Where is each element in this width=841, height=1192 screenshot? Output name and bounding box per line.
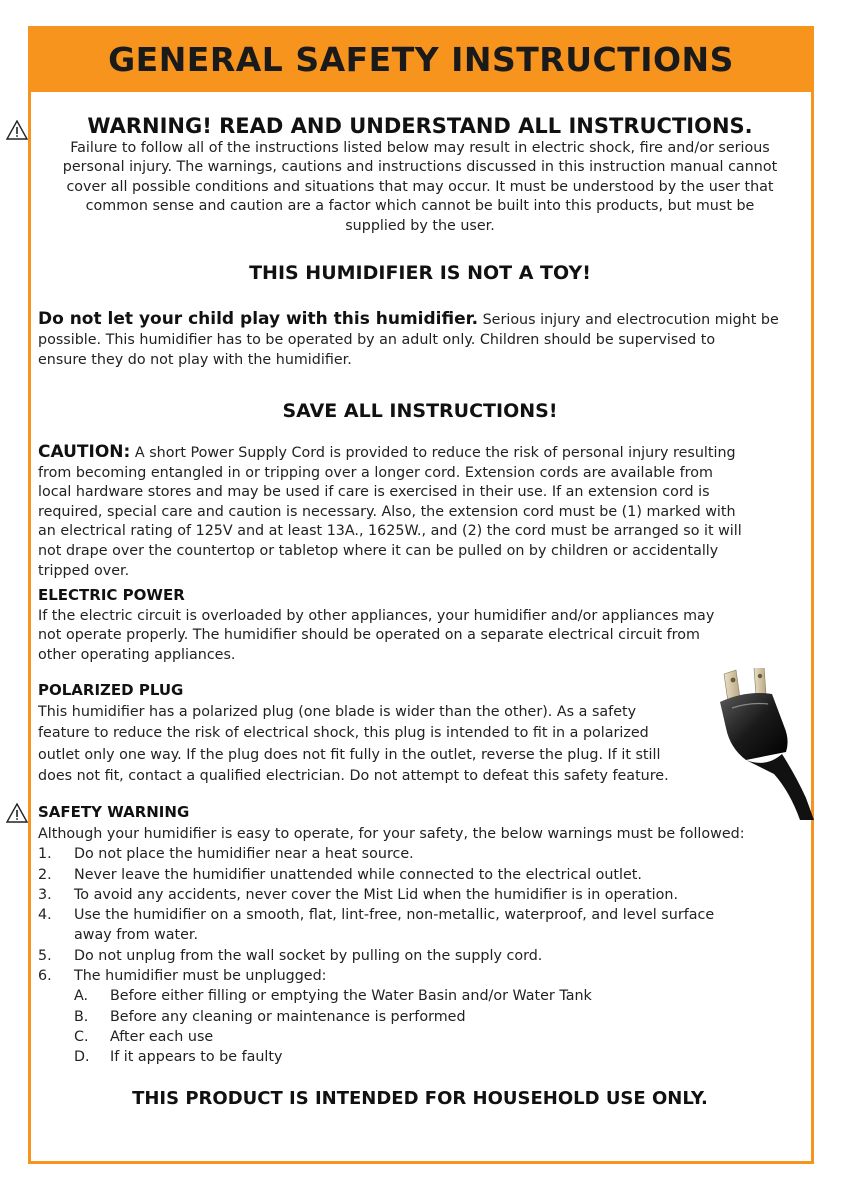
text-line: This humidifier has a polarized plug (one blade is wider than the other). As a safety [38, 704, 637, 720]
list-letter: A. [74, 988, 89, 1005]
text-line: Failure to follow all of the instructions listed below may result in electric shock, fire and/or serious [70, 140, 770, 156]
list-item [38, 844, 802, 864]
electric-power-text [38, 607, 802, 665]
text-line: common sense and caution are a factor which cannot be built into this products, but must be [85, 198, 755, 215]
sub-list-item [38, 986, 802, 1006]
safety-warning-list [38, 824, 802, 1068]
list-text: The humidifier must be unplugged: [74, 968, 327, 985]
text-line: supplied by the user. [345, 217, 495, 234]
text-line: ensure they do not play with the humidifier. [38, 352, 352, 368]
text-line: cover all possible conditions and situations that may occur. It must be understood by the user that [66, 178, 774, 195]
household-use-notice: THIS PRODUCT IS INTENDED FOR HOUSEHOLD USE ONLY. [132, 1088, 708, 1109]
list-text: Never leave the humidifier unattended while connected to the electrical outlet. [74, 866, 642, 883]
text-line: Serious injury and electrocution might be [478, 312, 779, 328]
list-text: Before any cleaning or maintenance is performed [110, 1008, 466, 1025]
list-letter: B. [74, 1008, 89, 1025]
text-line: does not fit, contact a qualified electrician. Do not attempt to defeat this safety feature. [38, 768, 669, 785]
list-item [38, 966, 802, 986]
list-text: To avoid any accidents, never cover the Mist Lid when the humidifier is in operation. [74, 886, 678, 903]
text-line: required, special care and caution is necessary. Also, the extension cord must be (1) marked with [38, 503, 736, 520]
list-text: Do not place the humidifier near a heat source. [74, 846, 414, 863]
text-line: tripped over. [38, 562, 130, 579]
list-item [38, 925, 802, 945]
list-number: 6. [38, 968, 52, 985]
list-letter: D. [74, 1049, 90, 1066]
sub-list-item [38, 1027, 802, 1047]
text-line: feature to reduce the risk of electrical shock, this plug is intended to fit in a polarized [38, 725, 649, 742]
not-a-toy-lead: Do not let your child play with this humidifier. [38, 309, 479, 329]
save-instructions-heading: SAVE ALL INSTRUCTIONS! [282, 400, 558, 422]
list-number: 3. [38, 886, 52, 903]
text-line: personal injury. The warnings, cautions and instructions discussed in this instruction manual cannot [62, 159, 778, 176]
list-text: away from water. [74, 927, 199, 944]
warning-triangle-icon [6, 803, 28, 823]
text-line: possible. This humidifier has to be operated by an adult only. Children should be supervised to [38, 332, 716, 348]
caution-lead: CAUTION: [38, 442, 131, 462]
page-title: GENERAL SAFETY INSTRUCTIONS [108, 40, 734, 79]
text-line: local hardware stores and may be used if care is exercised in their use. If an extension cord is [38, 484, 710, 501]
text-line: other operating appliances. [38, 646, 236, 663]
not-a-toy-text [38, 309, 802, 370]
sub-list-item [38, 1007, 802, 1027]
caution-text [38, 443, 802, 581]
text-line: not drape over the countertop or tabletop where it can be pulled on by children or accidentally [38, 542, 719, 559]
warning-text [38, 139, 802, 236]
list-number: 1. [38, 846, 52, 863]
list-text: Do not unplug from the wall socket by pulling on the supply cord. [74, 947, 543, 964]
list-item [38, 905, 802, 925]
list-letter: C. [74, 1028, 89, 1045]
list-text: Before either filling or emptying the Water Basin and/or Water Tank [110, 988, 592, 1005]
text-line: outlet only one way. If the plug does not fit fully in the outlet, reverse the plug. If it still [38, 746, 661, 763]
list-text: Use the humidifier on a smooth, flat, lint-free, non-metallic, waterproof, and level surface [74, 907, 715, 924]
list-number: 4. [38, 907, 52, 924]
list-text: After each use [110, 1028, 214, 1045]
list-item [38, 865, 802, 885]
list-number: 5. [38, 947, 52, 964]
text-line: not operate properly. The humidifier should be operated on a separate electrical circuit from [38, 627, 700, 644]
polarized-plug-image [716, 668, 816, 820]
warning-triangle-icon [6, 120, 28, 140]
polarized-plug-text [38, 702, 802, 788]
sub-list-item [38, 1047, 802, 1067]
title-banner [28, 26, 814, 92]
warning-heading: WARNING! READ AND UNDERSTAND ALL INSTRUCTIONS. [87, 114, 753, 138]
list-item [38, 885, 802, 905]
text-line: If the electric circuit is overloaded by other appliances, your humidifier and/or appliances may [38, 608, 715, 624]
list-number: 2. [38, 866, 52, 883]
polarized-plug-heading: POLARIZED PLUG [38, 681, 184, 699]
list-number [38, 925, 74, 945]
text-line: A short Power Supply Cord is provided to reduce the risk of personal injury resulting [130, 445, 736, 461]
not-a-toy-heading: THIS HUMIDIFIER IS NOT A TOY! [249, 262, 591, 284]
electric-power-heading: ELECTRIC POWER [38, 586, 185, 604]
list-item [38, 946, 802, 966]
text-line: from becoming entangled in or tripping over a longer cord. Extension cords are available from [38, 464, 713, 481]
safety-warning-heading: SAFETY WARNING [38, 803, 190, 821]
safety-intro: Although your humidifier is easy to operate, for your safety, the below warnings must be followed: [38, 826, 745, 842]
text-line: an electrical rating of 125V and at least 13A., 1625W., and (2) the cord must be arranged so it will [38, 523, 742, 540]
list-text: If it appears to be faulty [110, 1049, 283, 1066]
